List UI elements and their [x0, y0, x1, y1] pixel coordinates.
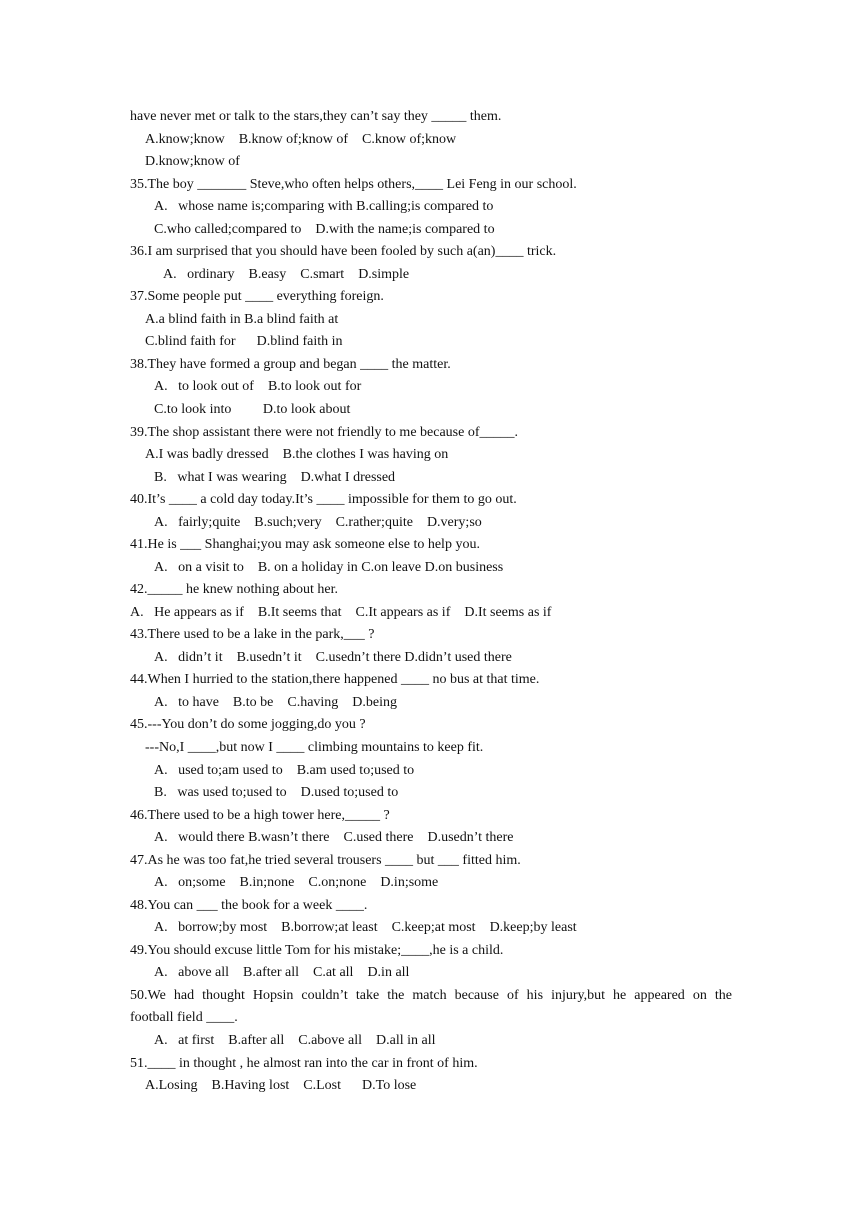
answer-options: A. fairly;quite B.such;very C.rather;quite D.very;so	[154, 515, 482, 530]
text-line: have never met or talk to the stars,they can’t say they _____ them.	[130, 109, 502, 124]
answer-options: A. used to;am used to B.am used to;used to	[154, 763, 415, 778]
answer-options: A. on a visit to B. on a holiday in C.on leave D.on business	[154, 560, 504, 575]
answer-options: A. at first B.after all C.above all D.all in all	[154, 1033, 436, 1048]
question-45: 45.---You don’t do some jogging,do you ?	[130, 717, 366, 732]
question-37: 37.Some people put ____ everything foreign.	[130, 289, 384, 304]
question-36: 36.I am surprised that you should have been fooled by such a(an)____ trick.	[130, 244, 557, 259]
question-40: 40.It’s ____ a cold day today.It’s ____ impossible for them to go out.	[130, 492, 517, 507]
question-49: 49.You should excuse little Tom for his mistake;____,he is a child.	[130, 943, 504, 958]
answer-options: C.to look into D.to look about	[154, 402, 351, 417]
answer-options: C.blind faith for D.blind faith in	[145, 334, 343, 349]
text-line: football field ____.	[130, 1010, 238, 1025]
question-41: 41.He is ___ Shanghai;you may ask someone else to help you.	[130, 537, 480, 552]
answer-options: A. didn’t it B.usedn’t it C.usedn’t there D.didn’t used there	[154, 650, 512, 665]
answer-options: A. ordinary B.easy C.smart D.simple	[163, 267, 410, 282]
answer-options: A. borrow;by most B.borrow;at least C.keep;at most D.keep;by least	[154, 920, 577, 935]
answer-options: D.know;know of	[145, 154, 240, 169]
question-47: 47.As he was too fat,he tried several trousers ____ but ___ fitted him.	[130, 853, 521, 868]
answer-options: A. above all B.after all C.at all D.in all	[154, 965, 410, 980]
answer-options: A.Losing B.Having lost C.Lost D.To lose	[145, 1078, 417, 1093]
question-42: 42._____ he knew nothing about her.	[130, 582, 339, 597]
answer-options: A. on;some B.in;none C.on;none D.in;some	[154, 875, 439, 890]
question-35: 35.The boy _______ Steve,who often helps others,____ Lei Feng in our school.	[130, 177, 577, 192]
answer-options: A.a blind faith in B.a blind faith at	[145, 312, 339, 327]
answer-options: A.know;know B.know of;know of C.know of;know	[145, 132, 457, 147]
question-39: 39.The shop assistant there were not friendly to me because of_____.	[130, 425, 519, 440]
question-43: 43.There used to be a lake in the park,___ ?	[130, 627, 375, 642]
question-48: 48.You can ___ the book for a week ____.	[130, 898, 368, 913]
answer-options: A.I was badly dressed B.the clothes I was having on	[145, 447, 449, 462]
answer-options: A. to look out of B.to look out for	[154, 379, 362, 394]
question-50: 50.We had thought Hopsin couldn’t take the match because of his injury,but he appeared on the	[130, 988, 732, 1003]
answer-options: C.who called;compared to D.with the name;is compared to	[154, 222, 495, 237]
answer-options: A. would there B.wasn’t there C.used there D.usedn’t there	[154, 830, 514, 845]
answer-options: A. whose name is;comparing with B.calling;is compared to	[154, 199, 494, 214]
answer-options: A. He appears as if B.It seems that C.It appears as if D.It seems as if	[130, 605, 552, 620]
answer-options: A. to have B.to be C.having D.being	[154, 695, 398, 710]
question-46: 46.There used to be a high tower here,_____ ?	[130, 808, 390, 823]
question-51: 51.____ in thought , he almost ran into the car in front of him.	[130, 1056, 478, 1071]
question-44: 44.When I hurried to the station,there happened ____ no bus at that time.	[130, 672, 540, 687]
dialogue-line: ---No,I ____,but now I ____ climbing mountains to keep fit.	[145, 740, 484, 755]
answer-options: B. what I was wearing D.what I dressed	[154, 470, 396, 485]
answer-options: B. was used to;used to D.used to;used to	[154, 785, 399, 800]
question-38: 38.They have formed a group and began ____ the matter.	[130, 357, 451, 372]
